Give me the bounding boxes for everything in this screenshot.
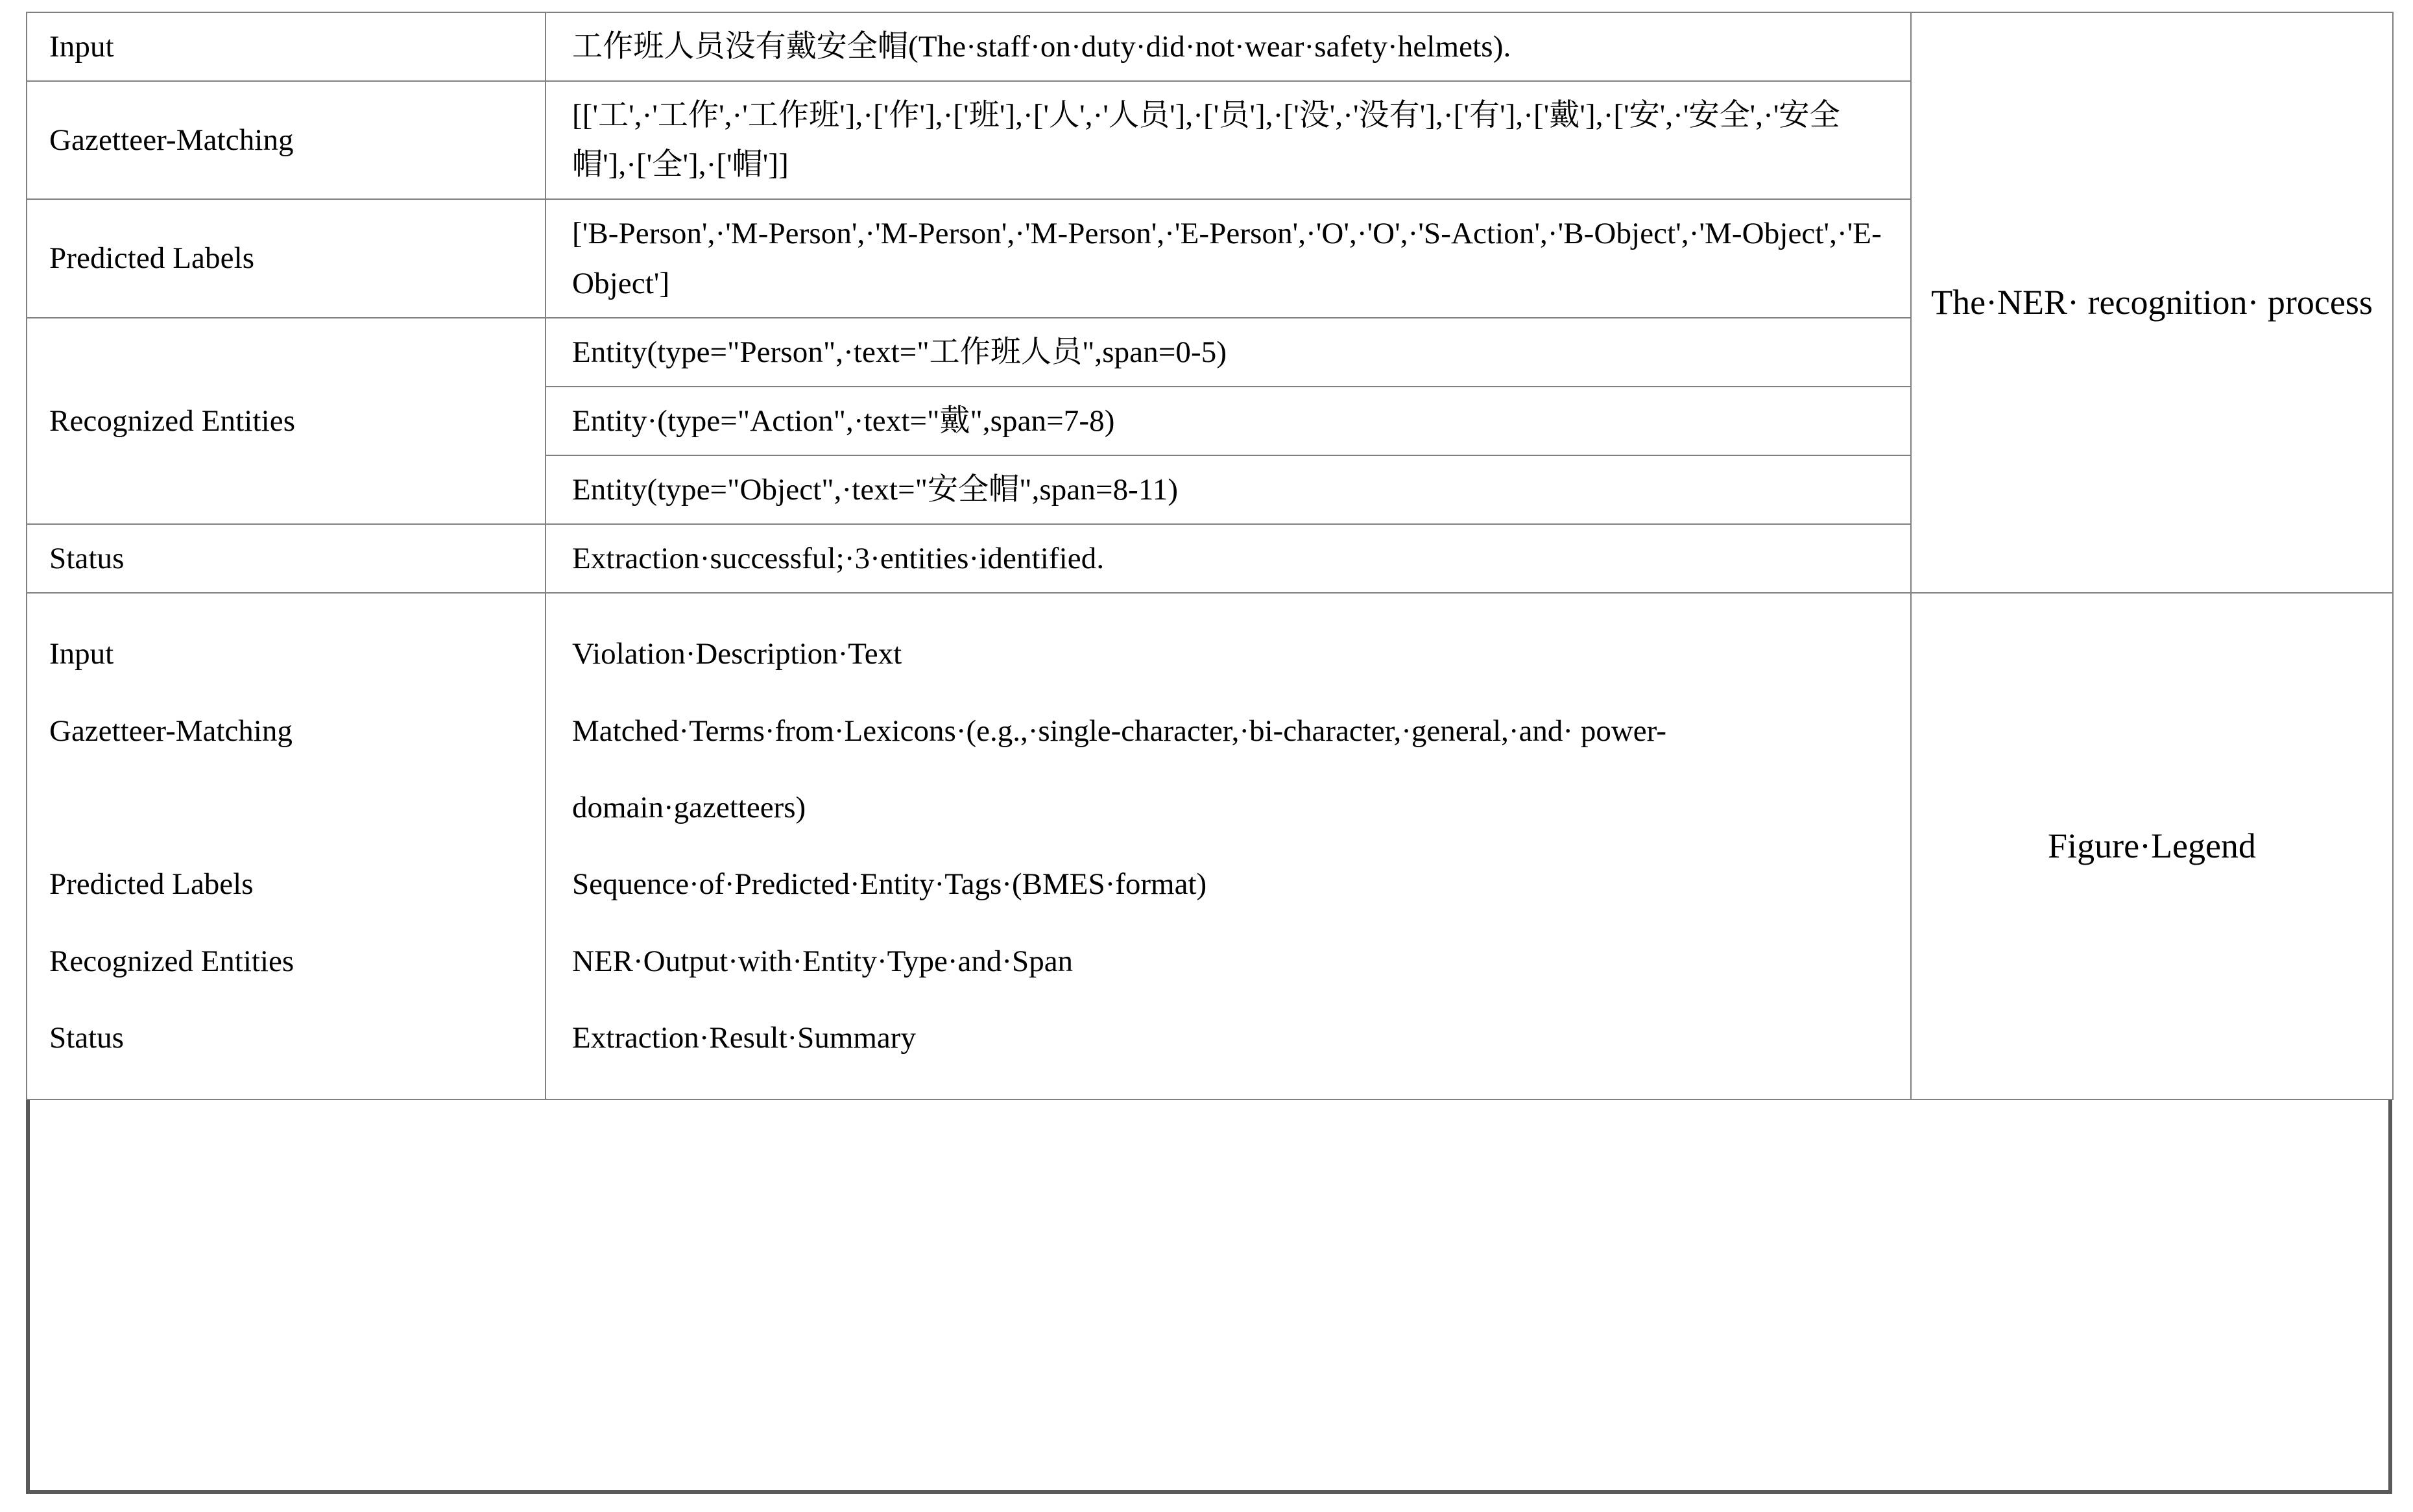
legend-text-figure: Figure·Legend xyxy=(2048,826,2256,865)
label-input: Input xyxy=(49,30,114,64)
cell-content-recognized-entities xyxy=(546,318,1911,524)
schema-content-recognized-entities: NER·Output·with·Entity·Type·and·Span xyxy=(572,944,1074,978)
cell-label-status xyxy=(27,524,546,593)
content-status: Extraction·successful;·3·entities·identified. xyxy=(572,542,1105,575)
cell-legend-example xyxy=(1911,12,2393,593)
label-gazetteer-matching: Gazetteer-Matching xyxy=(49,123,294,158)
entity-row xyxy=(546,455,1910,523)
entity-row xyxy=(546,318,1910,387)
cell-schema-labels xyxy=(27,593,546,1099)
schema-label-input: Input xyxy=(49,637,114,671)
cell-content-status xyxy=(546,524,1911,593)
legend-text-example: The·NER· recognition· process xyxy=(1931,282,2373,322)
cell-label-gazetteer xyxy=(27,81,546,199)
table-frame-bottom-border xyxy=(26,1490,2392,1494)
cell-entity-action xyxy=(546,387,1910,455)
cell-label-predicted-labels xyxy=(27,199,546,317)
entity-action: Entity·(type="Action",·text="戴",span=7-8) xyxy=(572,403,1115,438)
cell-content-predicted-labels xyxy=(546,199,1911,317)
schema-label-predicted-labels: Predicted Labels xyxy=(49,867,254,902)
schema-label-status: Status xyxy=(49,1021,124,1055)
cell-legend-figure xyxy=(1911,593,2393,1099)
entities-subtable xyxy=(546,318,1910,523)
schema-content-input: Violation·Description·Text xyxy=(572,637,902,671)
schema-content-status: Extraction·Result·Summary xyxy=(572,1021,916,1055)
content-input: 工作班人员没有戴安全帽(The·staff·on·duty·did·not·wear·safety·helmets). xyxy=(572,30,1511,64)
content-predicted-labels: ['B-Person',·'M-Person',·'M-Person',·'M-Person',·'E-Person',·'O',·'O',·'S-Action',·'B-Object',·'M-Object',·'E-Object'] xyxy=(572,217,1882,300)
content-gazetteer-matching: [['工',·'工作',·'工作班'],·['作'],·['班'],·['人',·'人员'],·['员'],·['没',·'没有'],·['有'],·['戴'],·['安',·'安全',·'安全帽'],·['全'],·['帽']] xyxy=(572,99,1840,182)
cell-entity-person xyxy=(546,318,1910,387)
ner-process-table xyxy=(26,12,2394,1100)
cell-schema-contents xyxy=(546,593,1911,1099)
label-predicted-labels: Predicted Labels xyxy=(49,241,255,276)
schema-label-spacer-a xyxy=(49,769,528,846)
cell-label-input xyxy=(27,12,546,81)
table-row-schema-block xyxy=(27,593,2393,1099)
entity-row xyxy=(546,387,1910,455)
schema-label-recognized-entities: Recognized Entities xyxy=(49,944,294,978)
entity-person: Entity(type="Person",·text="工作班人员",span=0-5) xyxy=(572,335,1227,369)
cell-content-gazetteer xyxy=(546,81,1911,199)
table-row-input-example xyxy=(27,12,2393,81)
cell-label-recognized-entities xyxy=(27,318,546,524)
label-status: Status xyxy=(49,542,125,575)
schema-label-gazetteer-matching: Gazetteer-Matching xyxy=(49,714,293,748)
label-recognized-entities: Recognized Entities xyxy=(49,403,296,438)
schema-content-predicted-labels: Sequence·of·Predicted·Entity·Tags·(BMES·format) xyxy=(572,867,1207,902)
cell-entity-object xyxy=(546,455,1910,523)
schema-content-list xyxy=(546,594,1910,1099)
schema-label-list xyxy=(27,594,545,1099)
cell-content-input xyxy=(546,12,1911,81)
schema-content-gazetteer-matching: Matched·Terms·from·Lexicons·(e.g.,·single-character,·bi-character,·general,·and· power-domain·gazetteers) xyxy=(572,714,1666,824)
entity-object: Entity(type="Object",·text="安全帽",span=8-11) xyxy=(572,472,1179,507)
